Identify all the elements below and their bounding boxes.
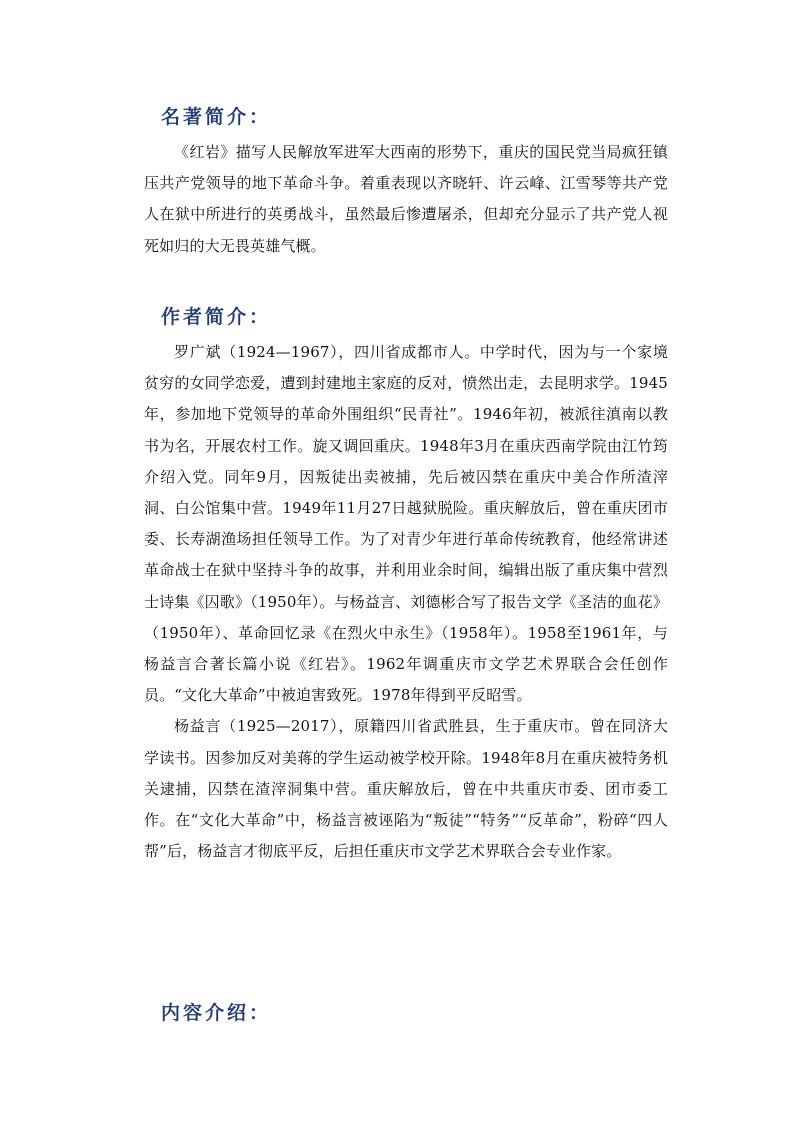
section-heading-book-intro: 名著简介：	[161, 106, 272, 128]
section-heading-author-intro: 作者简介：	[161, 306, 272, 328]
author-paragraph-luo-guangbin: 罗广斌（1924—1967），四川省成都市人。中学时代，因为与一个家境贫穷的女同学恋爱，遭到封建地主家庭的反对，愤然出走，去昆明求学。1945年，参加地下党领导的革命外围组织“民青社”。1946年初，被派往滇南以教书为名，开展农村工作。旋又调回重庆。1948年3月在重庆西南学院由江竹筠介绍入党。同年9月，因叛徒出卖被捕，先后被囚禁在重庆中美合作所渣滓洞、白公馆集中营。1949年11月27日越狱脱险。重庆解放后，曾在重庆团市委、长寿湖渔场担任领导工作。为了对青少年进行革命传统教育，他经常讲述革命战士在狱中坚持斗争的故事，并利用业余时间，编辑出版了重庆集中营烈士诗集《囚歌》（1950年）。与杨益言、刘德彬合写了报告文学《圣洁的血花》（1950年）、革命回忆录《在烈火中永生》（1958年）。1958至1961年，与杨益言合著长篇小说《红岩》。1962年调重庆市文学艺术界联合会任创作员。“文化大革命”中被迫害致死。1978年得到平反昭雪。	[144, 343, 668, 705]
book-intro-paragraph: 《红岩》描写人民解放军进军大西南的形势下，重庆的国民党当局疯狂镇压共产党领导的地下革命斗争。着重表现以齐晓轩、许云峰、江雪琴等共产党人在狱中所进行的英勇战斗，虽然最后惨遭屠杀，但却充分显示了共产党人视死如归的大无畏英雄气概。	[144, 143, 668, 255]
section-heading-content-intro: 内容介绍：	[161, 1002, 272, 1024]
author-paragraph-yang-yiyan: 杨益言（1925—2017），原籍四川省武胜县，生于重庆市。曾在同济大学读书。因参加反对美蒋的学生运动被学校开除。1948年8月在重庆被特务机关逮捕，囚禁在渣滓洞集中营。重庆解放后，曾在中共重庆市委、团市委工作。在“文化大革命”中，杨益言被诬陷为“叛徒”“特务”“反革命”，粉碎“四人帮”后，杨益言才彻底平反，后担任重庆市文学艺术界联合会专业作家。	[144, 717, 668, 861]
book-intro-body	[144, 137, 668, 262]
author-intro-body	[144, 337, 668, 867]
